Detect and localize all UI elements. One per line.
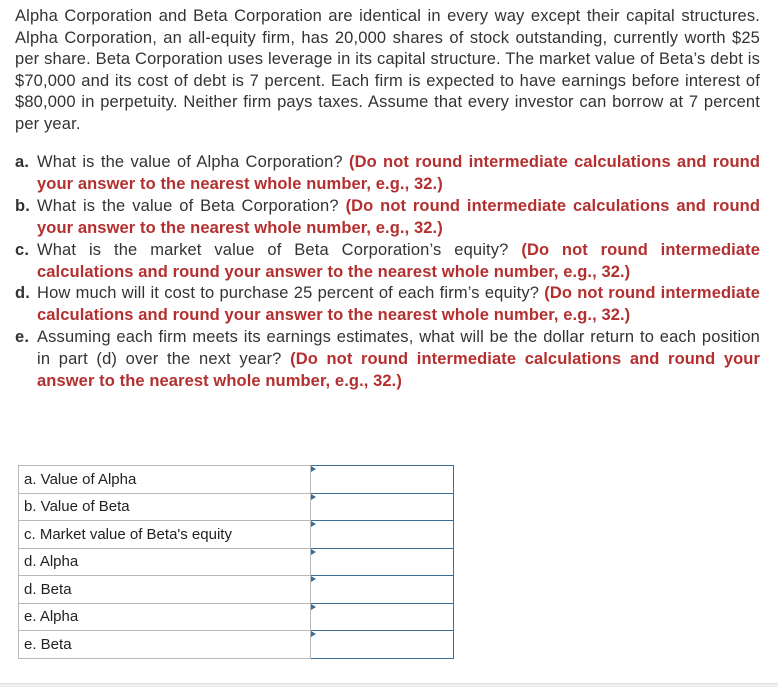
question-letter: a. bbox=[15, 153, 30, 171]
answer-input-d-alpha[interactable] bbox=[311, 549, 453, 576]
question-text: How much will it cost to purchase 25 percent of each firm’s equity? bbox=[37, 284, 540, 303]
answer-label: d. Beta bbox=[19, 576, 311, 604]
answer-field[interactable] bbox=[311, 603, 454, 631]
question-hint: (Do not round intermediate calculations and round your answer to the nearest whole number, e.g., 32.) bbox=[37, 240, 760, 281]
question-letter: b. bbox=[15, 196, 30, 215]
footer-divider bbox=[0, 683, 778, 687]
answer-input-d-beta[interactable] bbox=[311, 576, 453, 603]
question-b bbox=[15, 196, 760, 240]
problem-intro: Alpha Corporation and Beta Corporation are identical in every way except their capital structures. Alpha Corporation, an all-equity firm, has 20,000 shares of stock outstanding, currently worth $25 per share. Beta Corporation uses leverage in its capital structure. The market value of Beta’s debt is $70,000 and its cost of debt is 7 percent. Each firm is expected to have earnings before interest of $80,000 in perpetuity. Neither firm pays taxes. Assume that every investor can borrow at 7 percent per year. bbox=[15, 7, 760, 133]
answer-input-a-alpha-value[interactable] bbox=[311, 466, 453, 493]
answer-label: e. Beta bbox=[19, 631, 311, 659]
question-e bbox=[15, 327, 760, 393]
answer-row bbox=[19, 521, 454, 549]
question-letter: d. bbox=[15, 284, 30, 303]
answer-label: a. Value of Alpha bbox=[19, 466, 311, 494]
answer-label: d. Alpha bbox=[19, 548, 311, 576]
answer-row bbox=[19, 631, 454, 659]
question-letter: e. bbox=[15, 328, 30, 347]
answer-table bbox=[18, 465, 454, 659]
question-a bbox=[15, 152, 760, 196]
answer-label: b. Value of Beta bbox=[19, 493, 311, 521]
answer-input-c-beta-equity[interactable] bbox=[311, 521, 453, 548]
answer-field[interactable] bbox=[311, 576, 454, 604]
question-hint: (Do not round intermediate calculations and round your answer to the nearest whole number, e.g., 32.) bbox=[37, 350, 761, 391]
question-letter: c. bbox=[15, 240, 30, 259]
answer-field[interactable] bbox=[311, 631, 454, 659]
question-text: What is the value of Alpha Corporation? bbox=[37, 153, 343, 171]
answer-input-e-alpha[interactable] bbox=[311, 604, 453, 631]
answer-row bbox=[19, 493, 454, 521]
question-hint: (Do not round intermediate calculations and round your answer to the nearest whole number, e.g., 32.) bbox=[37, 153, 761, 193]
answer-row bbox=[19, 548, 454, 576]
question-hint: (Do not round intermediate calculations and round your answer to the nearest whole number, e.g., 32.) bbox=[37, 196, 761, 237]
question-text: Assuming each firm meets its earnings estimates, what will be the dollar return to each position in part (d) over the next year? bbox=[37, 328, 760, 369]
answer-field[interactable] bbox=[311, 548, 454, 576]
answer-label: c. Market value of Beta's equity bbox=[19, 521, 311, 549]
answer-row bbox=[19, 576, 454, 604]
answer-input-e-beta[interactable] bbox=[311, 631, 453, 658]
question-text: What is the market value of Beta Corporation’s equity? bbox=[37, 240, 509, 259]
answer-input-b-beta-value[interactable] bbox=[311, 494, 453, 521]
answer-row bbox=[19, 466, 454, 494]
question-text: What is the value of Beta Corporation? bbox=[37, 196, 339, 215]
answer-label: e. Alpha bbox=[19, 603, 311, 631]
answer-field[interactable] bbox=[311, 521, 454, 549]
answer-field[interactable] bbox=[311, 466, 454, 494]
question-d bbox=[15, 283, 760, 327]
question-hint: (Do not round intermediate calculations and round your answer to the nearest whole number, e.g., 32.) bbox=[37, 284, 760, 325]
question-list bbox=[15, 152, 760, 393]
question-c bbox=[15, 240, 760, 284]
answer-row bbox=[19, 603, 454, 631]
answer-field[interactable] bbox=[311, 493, 454, 521]
